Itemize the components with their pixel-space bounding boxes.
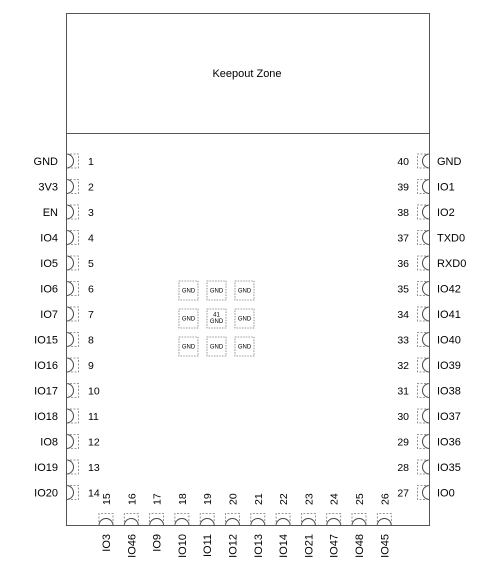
castellated-hole bbox=[423, 409, 430, 423]
pin-name-label: IO45 bbox=[379, 534, 392, 558]
castellated-hole bbox=[251, 519, 265, 526]
pin-number-label: 12 bbox=[88, 436, 100, 449]
pad-outline bbox=[99, 514, 113, 526]
left-pin bbox=[40, 256, 94, 270]
pin-number-label: 13 bbox=[88, 462, 100, 474]
pad-outline bbox=[418, 435, 430, 449]
castellated-hole bbox=[67, 358, 74, 372]
castellated-hole bbox=[423, 384, 430, 398]
pad-outline bbox=[418, 256, 430, 270]
castellated-hole bbox=[67, 154, 74, 168]
pin-number-label: 38 bbox=[397, 207, 409, 219]
ground-pad bbox=[207, 281, 226, 300]
pad-outline bbox=[276, 514, 290, 526]
pad-label: GND bbox=[237, 288, 252, 295]
pin-number-label: 37 bbox=[397, 232, 409, 245]
pad-outline bbox=[67, 409, 79, 423]
pad-outline bbox=[377, 514, 391, 526]
pin-number-label: 6 bbox=[88, 283, 94, 296]
right-pin bbox=[397, 205, 454, 219]
pad-label: GND bbox=[237, 344, 252, 351]
castellated-hole bbox=[200, 519, 214, 526]
castellated-hole bbox=[423, 154, 430, 168]
pin-name-label: GND bbox=[437, 156, 462, 168]
pad-outline bbox=[418, 409, 430, 423]
left-pin bbox=[40, 282, 94, 296]
pin-name-label: IO13 bbox=[252, 534, 265, 558]
pad-label-line: 41 bbox=[213, 312, 220, 319]
left-pin bbox=[40, 231, 94, 245]
pad-label: GND bbox=[181, 316, 196, 323]
pin-number-label: 31 bbox=[397, 385, 409, 398]
castellated-hole bbox=[67, 460, 74, 474]
bottom-pin bbox=[99, 493, 113, 552]
pin-number-label: 33 bbox=[397, 334, 409, 347]
pin-number-label: 21 bbox=[252, 493, 265, 505]
pin-number-label: 5 bbox=[88, 258, 94, 270]
pin-name-label: IO9 bbox=[151, 534, 164, 552]
pin-name-label: IO48 bbox=[354, 534, 366, 558]
castellated-hole bbox=[377, 519, 391, 526]
castellated-hole bbox=[67, 180, 74, 194]
castellated-hole bbox=[99, 519, 113, 526]
pin-number-label: 10 bbox=[88, 385, 100, 398]
right-pin-column bbox=[397, 154, 466, 500]
ground-pad bbox=[235, 337, 254, 356]
pin-name-label: IO46 bbox=[126, 534, 139, 558]
right-pin bbox=[397, 256, 466, 270]
pin-name-label: IO4 bbox=[40, 232, 58, 245]
pin-number-label: 23 bbox=[303, 493, 316, 505]
pin-name-label: IO20 bbox=[34, 487, 58, 500]
pin-name-label: TXD0 bbox=[437, 232, 466, 245]
pad-outline bbox=[418, 486, 430, 500]
center-ground-pad-grid bbox=[179, 281, 254, 356]
pin-name-label: IO3 bbox=[101, 534, 113, 552]
pin-number-label: 14 bbox=[88, 487, 100, 500]
pad-label: GND bbox=[209, 288, 224, 295]
pin-name-label: IO21 bbox=[303, 534, 316, 558]
castellated-hole bbox=[423, 180, 430, 194]
pad-outline bbox=[67, 180, 79, 194]
ground-pad bbox=[207, 309, 226, 328]
left-pin bbox=[40, 435, 100, 449]
pad-outline bbox=[67, 307, 79, 321]
pin-number-label: 15 bbox=[101, 493, 113, 505]
pin-number-label: 32 bbox=[397, 360, 409, 372]
castellated-hole bbox=[301, 519, 315, 526]
pad-label: GND bbox=[209, 344, 224, 351]
ground-pad bbox=[207, 337, 226, 356]
pad-outline bbox=[226, 514, 240, 526]
pin-name-label: IO0 bbox=[437, 487, 455, 500]
pin-number-label: 35 bbox=[397, 283, 409, 296]
castellated-hole bbox=[67, 409, 74, 423]
pad-outline bbox=[418, 384, 430, 398]
pad-label: GND bbox=[237, 316, 252, 323]
pad-outline bbox=[67, 486, 79, 500]
pin-name-label: IO37 bbox=[437, 411, 461, 423]
pin-number-label: 34 bbox=[397, 309, 409, 321]
pin-number-label: 36 bbox=[397, 258, 409, 270]
keepout-zone-label: Keepout Zone bbox=[212, 68, 282, 80]
left-pin bbox=[43, 205, 94, 219]
castellated-hole bbox=[276, 519, 290, 526]
castellated-hole bbox=[67, 333, 74, 347]
castellated-hole bbox=[67, 384, 74, 398]
castellated-hole bbox=[67, 256, 74, 270]
pin-number-label: 30 bbox=[397, 411, 409, 423]
pad-outline bbox=[418, 180, 430, 194]
pin-number-label: 7 bbox=[88, 309, 94, 321]
ground-pad bbox=[235, 309, 254, 328]
pin-name-label: IO36 bbox=[437, 436, 461, 449]
pin-number-label: 1 bbox=[88, 156, 94, 168]
castellated-hole bbox=[226, 519, 240, 526]
right-pin bbox=[397, 231, 465, 245]
castellated-hole bbox=[423, 358, 430, 372]
castellated-hole bbox=[175, 519, 189, 526]
pad-outline bbox=[418, 307, 430, 321]
castellated-hole bbox=[124, 519, 138, 526]
pad-outline bbox=[67, 231, 79, 245]
castellated-hole bbox=[423, 486, 430, 500]
pad-outline bbox=[418, 358, 430, 372]
pin-name-label: IO7 bbox=[40, 309, 58, 321]
right-pin bbox=[397, 180, 454, 194]
castellated-hole bbox=[67, 282, 74, 296]
ground-pad bbox=[179, 337, 198, 356]
pin-name-label: IO14 bbox=[278, 534, 291, 558]
ground-pad bbox=[235, 281, 254, 300]
pin-name-label: IO12 bbox=[227, 534, 240, 558]
pad-outline bbox=[352, 514, 366, 526]
castellated-hole bbox=[423, 333, 430, 347]
pin-name-label: IO17 bbox=[34, 385, 58, 398]
castellated-hole bbox=[352, 519, 366, 526]
pin-number-label: 9 bbox=[88, 360, 94, 372]
pad-label: GND bbox=[181, 344, 196, 351]
castellated-hole bbox=[327, 519, 341, 526]
pin-number-label: 26 bbox=[379, 493, 392, 505]
pin-number-label: 19 bbox=[202, 493, 215, 505]
pad-outline bbox=[67, 333, 79, 347]
pin-name-label: IO41 bbox=[437, 309, 461, 321]
castellated-hole bbox=[67, 307, 74, 321]
pad-outline bbox=[67, 282, 79, 296]
pad-outline bbox=[124, 514, 138, 526]
pin-name-label: IO6 bbox=[40, 283, 58, 296]
pin-number-label: 3 bbox=[88, 207, 94, 219]
pin-name-label: IO8 bbox=[40, 436, 58, 449]
pad-outline bbox=[67, 205, 79, 219]
pin-name-label: IO47 bbox=[328, 534, 341, 558]
pin-name-label: IO5 bbox=[40, 258, 58, 270]
pin-number-label: 4 bbox=[88, 232, 94, 245]
ground-pad bbox=[179, 281, 198, 300]
pad-outline bbox=[67, 460, 79, 474]
left-pin bbox=[34, 154, 94, 168]
castellated-hole bbox=[67, 486, 74, 500]
pin-number-label: 17 bbox=[151, 493, 164, 505]
pad-outline bbox=[67, 384, 79, 398]
pin-number-label: 39 bbox=[397, 181, 409, 194]
pin-name-label: IO18 bbox=[34, 411, 58, 423]
pad-label: GND bbox=[181, 288, 196, 295]
pin-name-label: IO15 bbox=[34, 334, 58, 347]
pin-number-label: 8 bbox=[88, 334, 94, 347]
pin-number-label: 20 bbox=[227, 493, 240, 505]
pad-outline bbox=[67, 256, 79, 270]
pad-outline bbox=[67, 358, 79, 372]
pad-outline bbox=[150, 514, 164, 526]
pin-number-label: 29 bbox=[397, 436, 409, 449]
pin-number-label: 40 bbox=[397, 156, 409, 168]
left-pin bbox=[34, 358, 94, 372]
pad-label-line: GND bbox=[209, 319, 224, 325]
castellated-hole bbox=[423, 282, 430, 296]
pad-outline bbox=[418, 282, 430, 296]
pad-outline bbox=[418, 333, 430, 347]
pad-outline bbox=[301, 514, 315, 526]
pad-outline bbox=[418, 231, 430, 245]
pin-number-label: 2 bbox=[88, 181, 94, 194]
pad-outline bbox=[175, 514, 189, 526]
pin-name-label: IO1 bbox=[437, 181, 455, 194]
pin-name-label: IO10 bbox=[176, 534, 189, 558]
castellated-hole bbox=[423, 231, 430, 245]
pad-outline bbox=[67, 435, 79, 449]
pin-name-label: IO19 bbox=[34, 462, 58, 474]
pad-outline bbox=[67, 154, 79, 168]
pin-number-label: 24 bbox=[328, 493, 341, 505]
castellated-hole bbox=[67, 435, 74, 449]
pad-label bbox=[210, 313, 224, 326]
pad-outline bbox=[418, 460, 430, 474]
pin-number-label: 28 bbox=[397, 462, 409, 474]
castellated-hole bbox=[423, 460, 430, 474]
pad-outline bbox=[200, 514, 214, 526]
pin-name-label: IO40 bbox=[437, 334, 461, 347]
pin-name-label: IO16 bbox=[34, 360, 58, 372]
castellated-hole bbox=[423, 435, 430, 449]
pin-name-label: IO39 bbox=[437, 360, 461, 372]
pin-number-label: 25 bbox=[354, 493, 366, 505]
pin-name-label: IO42 bbox=[437, 283, 461, 296]
castellated-hole bbox=[150, 519, 164, 526]
pin-name-label: IO2 bbox=[437, 207, 455, 219]
right-pin bbox=[397, 486, 454, 500]
castellated-hole bbox=[423, 256, 430, 270]
pin-name-label: IO38 bbox=[437, 385, 461, 398]
left-pin bbox=[34, 333, 94, 347]
pin-name-label: 3V3 bbox=[38, 181, 58, 194]
pin-number-label: 18 bbox=[176, 493, 189, 505]
pad-outline bbox=[418, 154, 430, 168]
pin-name-label: IO35 bbox=[437, 462, 461, 474]
castellated-hole bbox=[67, 205, 74, 219]
pin-name-label: GND bbox=[33, 156, 58, 168]
pin-number-label: 11 bbox=[88, 411, 99, 423]
bottom-pin bbox=[150, 493, 164, 552]
pad-outline bbox=[327, 514, 341, 526]
castellated-hole bbox=[423, 307, 430, 321]
pad-outline bbox=[418, 205, 430, 219]
pin-number-label: 27 bbox=[397, 487, 409, 500]
castellated-hole bbox=[423, 205, 430, 219]
module-outline bbox=[67, 14, 430, 526]
pin-number-label: 22 bbox=[278, 493, 291, 505]
left-pin bbox=[40, 307, 94, 321]
pin-name-label: IO11 bbox=[202, 534, 215, 558]
castellated-hole bbox=[67, 231, 74, 245]
pin-name-label: RXD0 bbox=[437, 258, 467, 270]
pin-name-label: EN bbox=[42, 207, 58, 219]
pin-number-label: 16 bbox=[126, 493, 139, 505]
ground-pad bbox=[179, 309, 198, 328]
pad-outline bbox=[251, 514, 265, 526]
